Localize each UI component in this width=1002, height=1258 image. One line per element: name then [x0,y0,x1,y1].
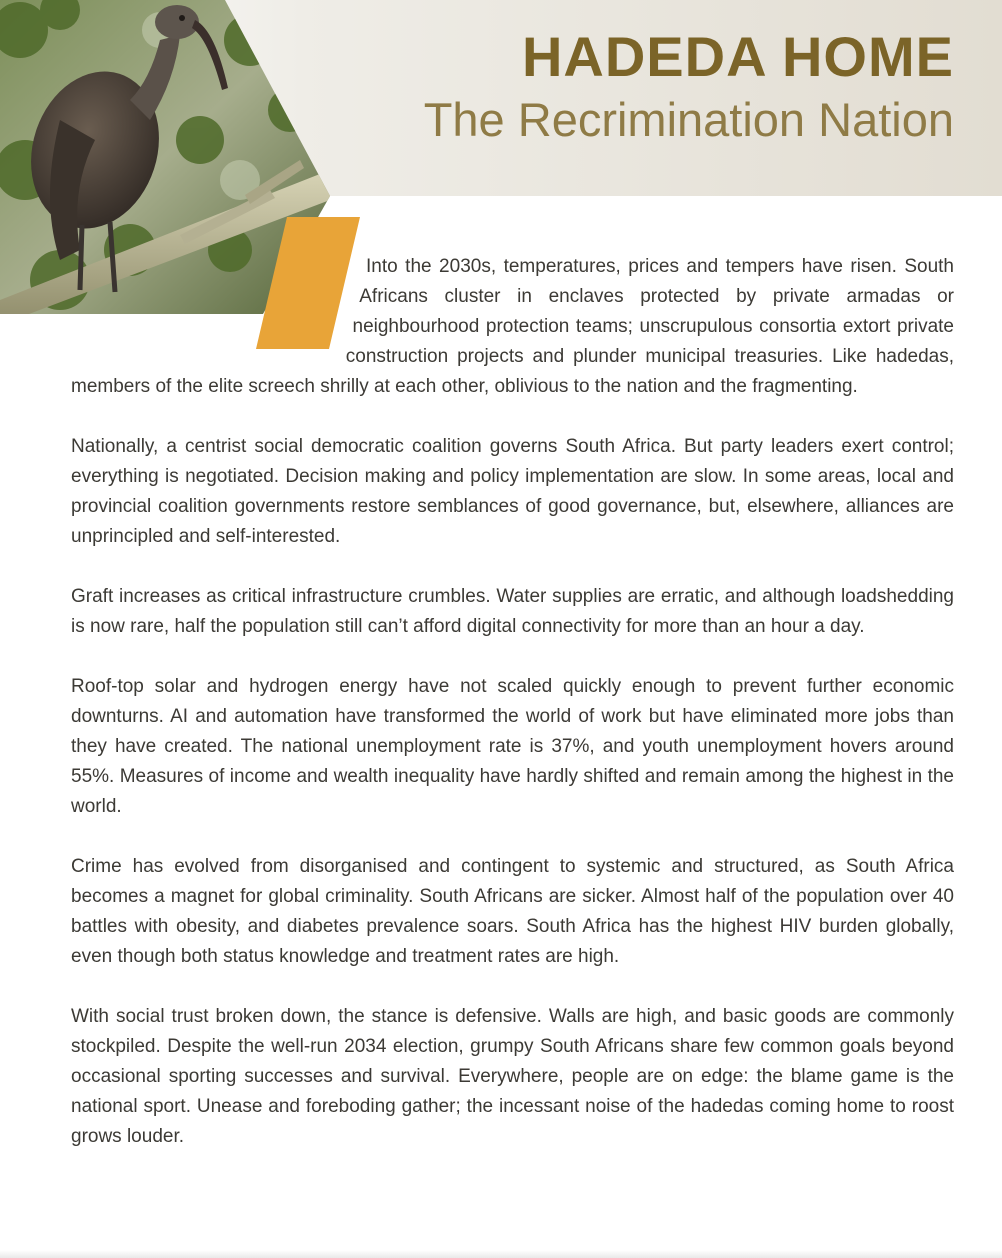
paragraph-5: Crime has evolved from disorganised and contingent to systemic and structured, as South Africa becomes a magnet for global criminality. South Africans are sicker. Almost half of the population over 40 battles with obesity, and diabetes prevalence soars. South Africa has the highest HIV burden globally, even though both status knowledge and treatment rates are high. [71,856,954,967]
paragraph-1: Into the 2030s, temperatures, prices and tempers have risen. South Africans cluster in enclaves protected by private armadas or neighbourhood protection teams; unscrupulous consortia extort private construction projects and plunder municipal treasuries. Like hadedas, members of the elite screech shrilly at each other, oblivious to the nation and the fragmenting. [71,256,954,397]
article-body [71,252,954,1182]
bottom-shade [0,1250,1002,1258]
title-block [424,22,954,148]
page-subtitle: The Recrimination Nation [423,93,954,146]
paragraph-6: With social trust broken down, the stance is defensive. Walls are high, and basic goods are commonly stockpiled. Despite the well-run 2034 election, grumpy South Africans share few common goals beyond occasional sporting successes and survival. Everywhere, people are on edge: the blame game is the national sport. Unease and foreboding gather; the incessant noise of the hadedas coming home to roost grows louder. [71,1006,954,1147]
paragraph-3: Graft increases as critical infrastructure crumbles. Water supplies are erratic, and although loadshedding is now rare, half the population still can’t afford digital connectivity for more than an hour a day. [71,586,954,637]
page-title: HADEDA HOME [521,25,954,88]
text-wrap-spacer [71,252,371,372]
paragraph-2: Nationally, a centrist social democratic coalition governs South Africa. But party leaders exert control; everything is negotiated. Decision making and policy implementation are slow. In some areas, local and provincial coalition governments restore semblances of good governance, but, elsewhere, alliances are unprincipled and self-interested. [71,436,954,547]
paragraph-4: Roof-top solar and hydrogen energy have not scaled quickly enough to prevent further economic downturns. AI and automation have transformed the world of work but have eliminated more jobs than they have created. The national unemployment rate is 37%, and youth unemployment hovers around 55%. Measures of income and wealth inequality have hardly shifted and remain among the highest in the world. [71,676,954,817]
